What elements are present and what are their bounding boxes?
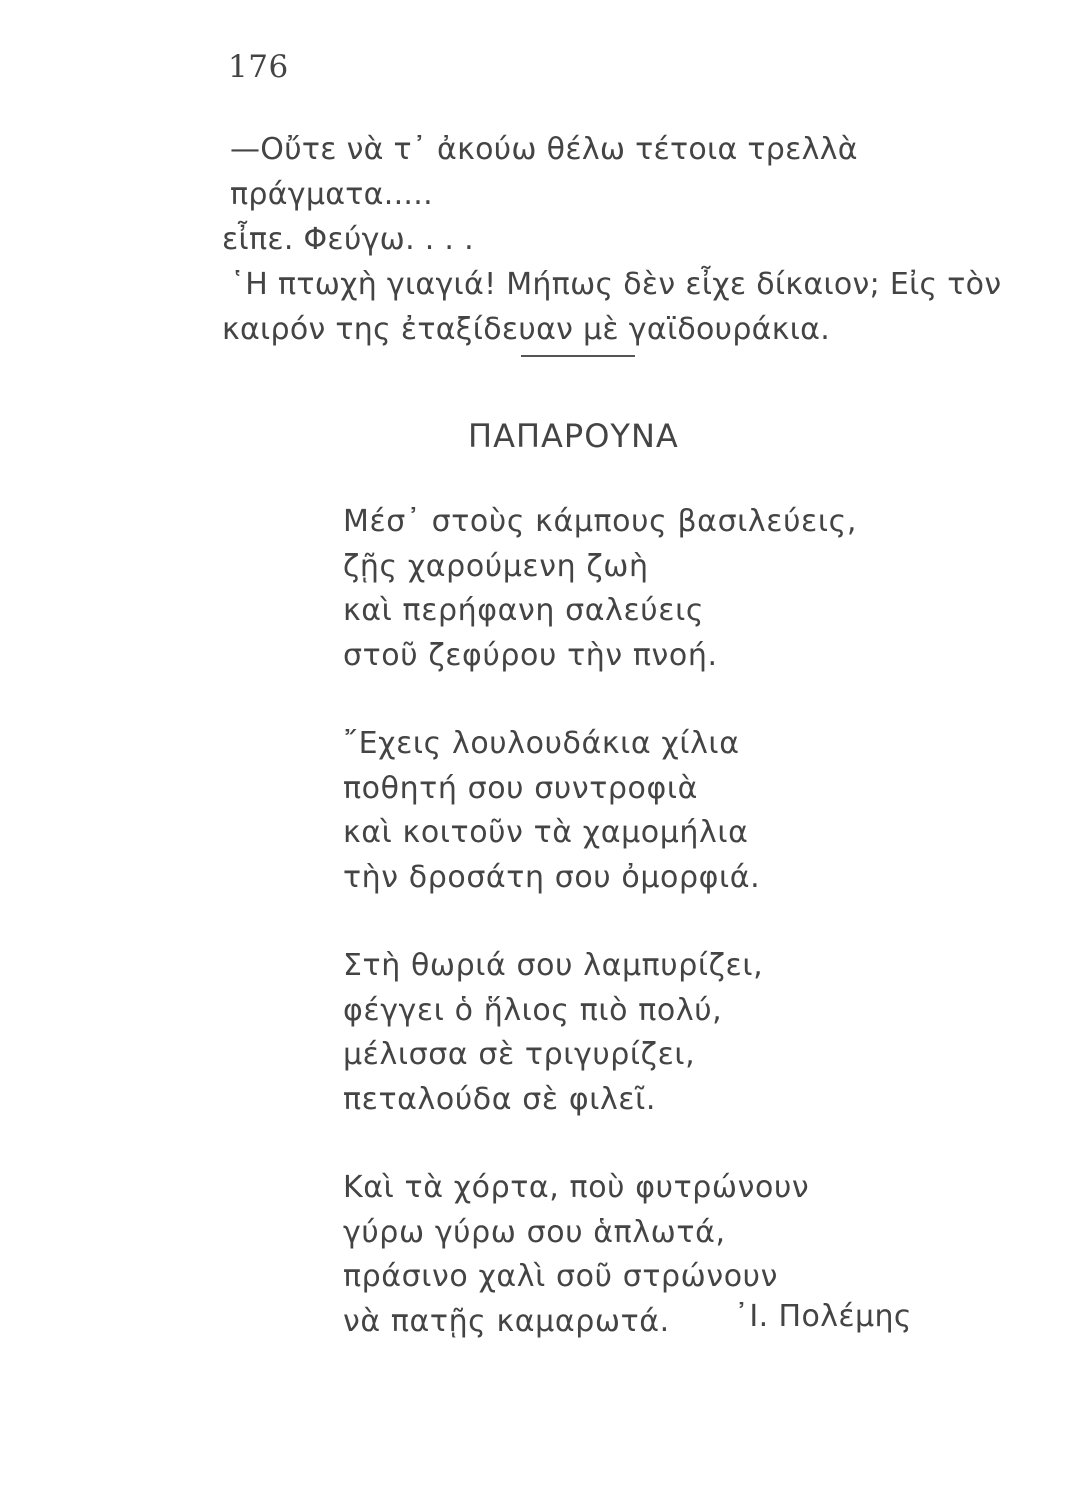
poem-line: φέγγει ὁ ἥλιος πιὸ πολύ, (343, 992, 723, 1028)
section-divider (521, 355, 635, 357)
poem-line: καὶ περήφανη σαλεύεις (343, 593, 705, 628)
poem-author-signature: ᾽Ι. Πολέμης (734, 1299, 912, 1334)
poem-body (343, 500, 943, 1388)
poem-title: ΠΑΠΑΡΟΥΝΑ (468, 417, 679, 455)
poem-line: στοῦ ζεφύρου τὴν πνοή. (343, 637, 718, 673)
page-number: 176 (228, 49, 289, 85)
poem-stanza (343, 944, 943, 1122)
prose-line: εἶπε. Φεύγω. . . . (222, 222, 474, 257)
poem-line: ποθητή σου συντροφιὰ (343, 770, 698, 806)
poem-stanza (343, 722, 943, 900)
poem-line: Στὴ θωριά σου λαμπυρίζει, (343, 948, 764, 983)
prose-line: καιρόν της ἐταξίδευαν μὲ γαϊδουράκια. (222, 312, 831, 347)
prose-line: ῾Η πτωχὴ γιαγιά! Μήπως δὲν εἶχε δίκαιον; Εἰς τὸν (230, 267, 1002, 302)
poem-line: Καὶ τὰ χόρτα, ποὺ φυτρώνουν (343, 1170, 810, 1205)
poem-line: τὴν δροσάτη σου ὀμορφιά. (343, 859, 761, 895)
poem-line: καὶ κοιτοῦν τὰ χαμομήλια (343, 815, 749, 850)
poem-line: πεταλούδα σὲ φιλεῖ. (343, 1081, 657, 1117)
poem-line: μέλισσα σὲ τριγυρίζει, (343, 1037, 696, 1072)
poem-line: Μέσ᾽ στοὺς κάμπους βασιλεύεις, (343, 504, 857, 539)
poem-line: γύρω γύρω σου ἁπλωτά, (343, 1214, 726, 1250)
poem-stanza (343, 500, 943, 678)
poem-line: ῎Εχεις λουλουδάκια χίλια (343, 726, 740, 761)
prose-paragraph (222, 127, 1012, 352)
poem-line: ζῇς χαρούμενη ζωὴ (343, 548, 649, 584)
poem-line: νὰ πατῇς καμαρωτά. (343, 1303, 670, 1339)
prose-line: —Οὔτε νὰ τ᾽ ἀκούω θέλω τέτοια τρελλὰ πράγματα..... (230, 132, 858, 212)
poem-line: πράσινο χαλὶ σοῦ στρώνουν (343, 1259, 778, 1294)
